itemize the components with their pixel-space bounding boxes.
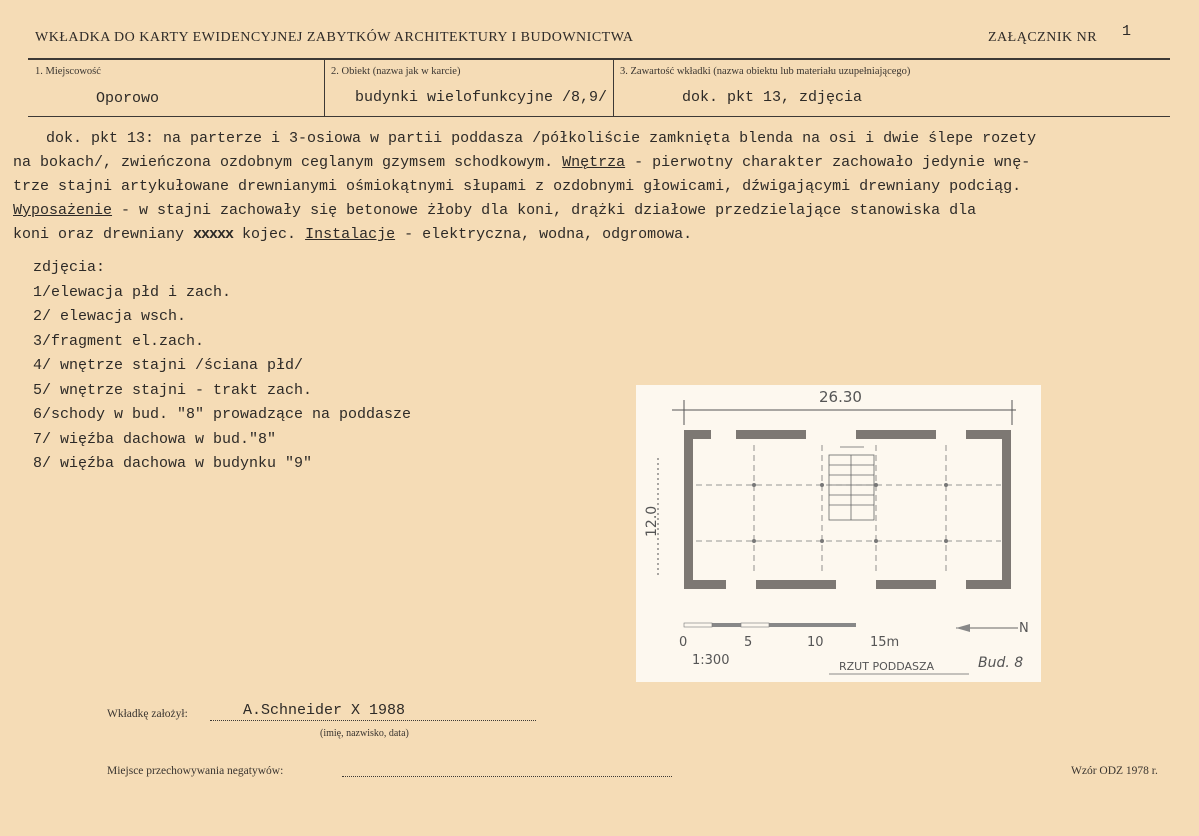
field-divider-2 — [613, 60, 614, 116]
outer-walls — [684, 430, 1011, 589]
scale-tick: 10 — [807, 635, 824, 650]
photo-item: 4/ wnętrze stajni /ściana płd/ — [33, 357, 304, 374]
beam-lines — [696, 445, 1001, 575]
field-3-label: 3. Zawartość wkładki (nazwa obiektu lub materiału uzupełniającego) — [620, 66, 911, 77]
scale-tick: 0 — [679, 635, 688, 650]
photo-list-title: zdjęcia: — [33, 259, 106, 276]
post-markers — [752, 483, 948, 543]
north-arrow — [956, 624, 1018, 632]
description-text — [13, 127, 1193, 247]
field-divider-1 — [324, 60, 325, 116]
north-label: N — [1019, 621, 1029, 636]
photo-item: 7/ więźba dachowa w bud."8" — [33, 430, 277, 448]
scale-tick: 15m — [870, 635, 900, 650]
photo-item: 1/elewacja płd i zach. — [33, 283, 232, 301]
field-3-value: dok. pkt 13, zdjęcia — [682, 89, 863, 106]
description-line-3: trze stajni artykułowane drewnianymi ośmiokątnymi słupami z ozdobnymi głowicami, dźwigającymi drewniany podciąg. — [13, 178, 1022, 195]
description-line-2: na bokach/, zwieńczona ozdobnym ceglanym gzymsem schodkowym. Wnętrza - pierwotny charakter zachowało jedynie wnę- — [13, 154, 1031, 171]
floor-plan-svg — [636, 385, 1041, 682]
plan-building: Bud. 8 — [978, 655, 1024, 671]
attachment-number: 1 — [1122, 23, 1132, 40]
heading-interiors: Wnętrza — [562, 154, 626, 171]
description-line-1: dok. pkt 13: na parterze i 3-osiowa w partii poddasza /półkoliście zamknięta blenda na osi i dwie ślepe rozety — [46, 130, 1037, 147]
scale-bar — [684, 623, 856, 627]
plan-scale: 1:300 — [692, 653, 730, 668]
plan-dim-height: 12.0 — [644, 505, 660, 537]
plan-dim-width: 26.30 — [819, 388, 862, 406]
heading-equipment: Wyposażenie — [13, 202, 113, 219]
description-line-4: Wyposażenie - w stajni zachowały się betonowe żłoby dla koni, drążki działowe przedzielające stanowiska dla — [13, 202, 977, 219]
heading-installations: Instalacje — [305, 226, 396, 243]
photo-item: 2/ elewacja wsch. — [33, 308, 187, 325]
floor-plan-drawing — [636, 385, 1041, 682]
plan-caption: RZUT PODDASZA — [839, 660, 935, 673]
field-1-value: Oporowo — [96, 90, 160, 107]
fields-bottom-rule — [28, 116, 1170, 117]
photo-item: 3/fragment el.zach. — [33, 332, 205, 350]
negatives-dotted-line — [342, 776, 672, 777]
attachment-label: ZAŁĄCZNIK NR — [988, 30, 1098, 45]
top-rule — [28, 58, 1170, 60]
description-line-5: koni oraz drewniany xxxxx kojec. Instalacje - elektryczna, wodna, odgromowa. — [13, 226, 693, 243]
photo-item: 5/ wnętrze stajni - trakt zach. — [33, 381, 313, 399]
author-caption: (imię, nazwisko, data) — [320, 728, 409, 739]
negatives-label: Miejsce przechowywania negatywów: — [107, 765, 284, 777]
author-label: Wkładkę założył: — [107, 708, 188, 720]
field-1-label: 1. Miejscowość — [35, 66, 101, 77]
struck-out-word: xxxxx — [193, 226, 234, 243]
form-pattern: Wzór ODZ 1978 r. — [1071, 765, 1158, 777]
staircase — [829, 447, 874, 520]
author-dotted-line — [210, 720, 536, 721]
photo-item: 6/schody w bud. "8" prowadzące na poddasze — [33, 406, 412, 423]
author-value: A.Schneider X 1988 — [243, 702, 406, 719]
photo-list — [33, 256, 411, 477]
photo-item: 8/ więźba dachowa w budynku "9" — [33, 455, 313, 472]
card-title: WKŁADKA DO KARTY EWIDENCYJNEJ ZABYTKÓW ARCHITEKTURY I BUDOWNICTWA — [35, 30, 634, 45]
scale-tick: 5 — [744, 635, 753, 650]
field-2-value: budynki wielofunkcyjne /8,9/ — [355, 89, 608, 106]
field-2-label: 2. Obiekt (nazwa jak w karcie) — [331, 66, 461, 77]
